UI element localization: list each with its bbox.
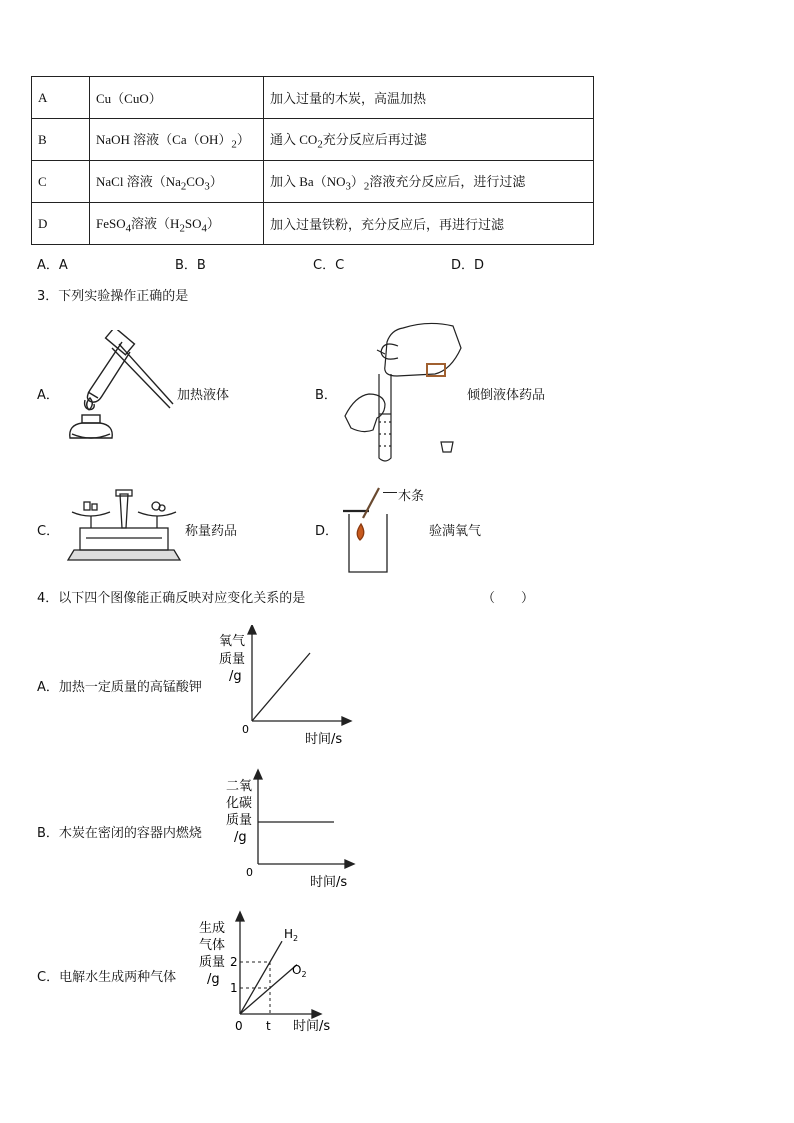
choice-c[interactable]: C．C [313, 258, 345, 273]
question-4-stem: 4．以下四个图像能正确反映对应变化关系的是 [37, 591, 306, 606]
substance-cell: NaOH 溶液$(Ca(OH)_2)$ [90, 119, 264, 161]
ylabel-line: 质量 [219, 652, 246, 667]
graph-b [214, 768, 364, 893]
series-line [252, 653, 310, 721]
q3-option-b-label: 倾倒液体药品 [467, 388, 546, 403]
method-cell: 加入过量铁粉，充分反应后，再进行过滤 [264, 203, 594, 245]
q3-option-d-label: 验满氧气 [429, 524, 482, 539]
ylabel-line: /g [234, 830, 247, 845]
row-letter: A [32, 77, 90, 119]
balance-illustration [66, 488, 182, 564]
series-label-h2: $H_2$ [284, 927, 299, 943]
graph-c [197, 908, 347, 1036]
series-line-o2 [240, 965, 297, 1014]
xlabel: 时间/s [293, 1019, 331, 1034]
question-3-stem: 3．下列实验操作正确的是 [37, 289, 189, 304]
origin-label: 0 [246, 866, 253, 879]
ytick-label: 2 [230, 955, 238, 969]
method-cell: 加入过量的木炭，高温加热 [264, 77, 594, 119]
table-row [32, 161, 594, 203]
method-cell: 通入 $CO_2$充分反应后再过滤 [264, 119, 594, 161]
ylabel-line: 氧气 [219, 634, 246, 649]
q3-option-c-label: 称量药品 [185, 524, 238, 539]
method-cell: 加入 $Ba(NO_3)_2$溶液充分反应后，进行过滤 [264, 161, 594, 203]
ylabel-line: 气体 [199, 938, 226, 953]
ylabel-line: 质量 [199, 955, 226, 970]
xtick-label: t [266, 1019, 271, 1033]
row-letter: C [32, 161, 90, 203]
pouring-liquid-illustration [343, 318, 465, 464]
ylabel-line: 质量 [226, 813, 253, 828]
q4-option-a[interactable]: A．加热一定质量的高锰酸钾 [37, 680, 202, 695]
callout-leader [383, 492, 397, 493]
q3-option-b-letter[interactable]: B． [315, 388, 337, 403]
origin-label: 0 [242, 723, 249, 736]
ylabel-line: /g [207, 972, 220, 987]
origin-label: 0 [235, 1019, 243, 1033]
table-row [32, 203, 594, 245]
q4-option-c[interactable]: C．电解水生成两种气体 [37, 970, 177, 985]
ylabel-line: 化碳 [226, 796, 253, 811]
series-line-h2 [240, 941, 282, 1014]
table-row [32, 77, 594, 119]
q3-option-a-letter[interactable]: A． [37, 388, 59, 403]
choice-a[interactable]: A．A [37, 258, 68, 273]
q4-option-b[interactable]: B．木炭在密闭的容器内燃烧 [37, 826, 202, 841]
ylabel-line: 生成 [199, 921, 226, 936]
xlabel: 时间/s [305, 732, 343, 747]
xlabel: 时间/s [310, 875, 348, 890]
oxygen-test-illustration [341, 484, 401, 576]
answer-paren: （ ） [482, 591, 535, 606]
heating-liquid-illustration [62, 330, 174, 445]
choice-b[interactable]: B．B [175, 258, 206, 273]
substance-cell: Cu（CuO） [90, 77, 264, 119]
choice-d[interactable]: D．D [451, 258, 485, 273]
ytick-label: 1 [230, 981, 238, 995]
q3-option-d-callout: 木条 [398, 489, 425, 504]
row-letter: D [32, 203, 90, 245]
series-label-o2: $O_2$ [292, 963, 307, 979]
row-letter: B [32, 119, 90, 161]
q3-option-a-label: 加热液体 [177, 388, 230, 403]
q3-option-c-letter[interactable]: C． [37, 524, 60, 539]
q3-option-d-letter[interactable]: D． [315, 524, 339, 539]
substance-cell: NaCl 溶液$(Na_2CO_3)$ [90, 161, 264, 203]
ylabel-line: /g [229, 669, 242, 684]
substance-cell: FeSO$_4$溶液$(H_2SO_4)$ [90, 203, 264, 245]
graph-a [205, 625, 365, 750]
ylabel-line: 二氧 [226, 779, 253, 794]
options-table [31, 76, 594, 245]
table-row [32, 119, 594, 161]
